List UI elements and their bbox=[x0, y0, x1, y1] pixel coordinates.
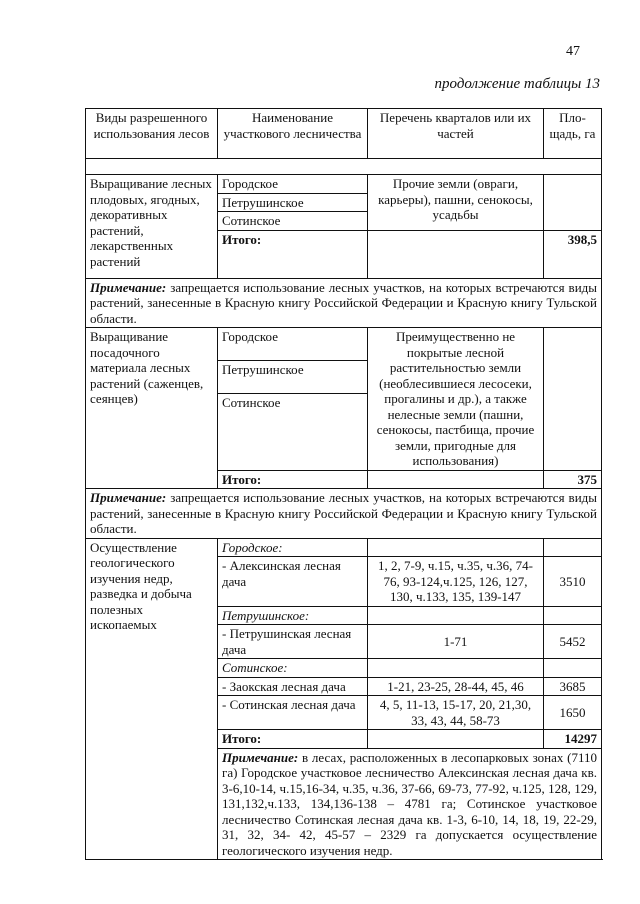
forestry-group-label: Городское: bbox=[218, 538, 368, 557]
quarters-cell: 1-71 bbox=[368, 625, 544, 659]
note-cell bbox=[86, 489, 602, 539]
note-label: Примечание: bbox=[90, 490, 167, 505]
header-forestry-name: Наименование участкового лесничества bbox=[218, 109, 368, 159]
note-label: Примечание: bbox=[222, 749, 299, 765]
table-row bbox=[86, 175, 602, 194]
dacha-name: - Сотинская лесная дача bbox=[218, 696, 368, 730]
quarters-cell: 1, 2, 7-9, ч.15, ч.35, ч.36, 74-76, 93-124,ч.125, 126, 127, 130, ч.133, 135, 139-147 bbox=[368, 557, 544, 607]
note-label: Примечание: bbox=[90, 279, 167, 295]
quarters-cell: 4, 5, 11-13, 15-17, 20, 21,30, 33, 43, 44, 58-73 bbox=[368, 696, 544, 730]
quarters-cell: 1-21, 23-25, 28-44, 45, 46 bbox=[368, 677, 544, 696]
area-cell bbox=[544, 659, 602, 678]
header-area: Пло-щадь, га bbox=[544, 109, 602, 159]
use-type-cell: Выращивание лесных плодовых, ягодных, декоративных растений, лекарственных растений bbox=[86, 175, 218, 279]
land-use-table bbox=[85, 108, 602, 860]
use-type-cell: Осуществление геологического изучения недр, разведка и добыча полезных ископаемых bbox=[86, 538, 218, 860]
note-text: запрещается использование лесных участков, на которых встречаются виды растений, занесенные в Красную книгу Российской Федерации и Красную книгу Тульской области. bbox=[90, 490, 597, 536]
total-value: 375 bbox=[544, 470, 602, 489]
forestry-cell: Городское bbox=[218, 175, 368, 194]
note-cell bbox=[86, 278, 602, 328]
note-text: запрещается использование лесных участков, на которых встречаются виды растений, занесенные в Красную книгу Российской Федерации и Красную книгу Тульской области. bbox=[90, 279, 597, 326]
total-label: Итого: bbox=[218, 230, 368, 278]
total-label: Итого: bbox=[218, 730, 368, 749]
forestry-group-label: Сотинское: bbox=[218, 659, 368, 678]
table-row bbox=[86, 328, 602, 361]
total-value: 398,5 bbox=[544, 230, 602, 278]
total-label: Итого: bbox=[218, 470, 368, 489]
forestry-cell: Сотинское bbox=[218, 393, 368, 470]
forestry-cell: Петрушинское bbox=[218, 360, 368, 393]
area-cell: 1650 bbox=[544, 696, 602, 730]
dacha-name: - Заокская лесная дача bbox=[218, 677, 368, 696]
forestry-cell: Сотинское bbox=[218, 212, 368, 231]
quarters-cell bbox=[368, 606, 544, 625]
area-cell: 3510 bbox=[544, 557, 602, 607]
quarters-cell: Преимущественно не покрытые лесной растительностью земли (необлесившиеся лесосеки, прогалины и др.), а также нелесные земли (пашни, сенокосы, пастбища, прочие земли, пригодные для использования) bbox=[368, 328, 544, 471]
area-cell: 5452 bbox=[544, 625, 602, 659]
table-caption: продолжение таблицы 13 bbox=[434, 76, 600, 92]
forestry-group-label: Петрушинское: bbox=[218, 606, 368, 625]
table-row bbox=[86, 538, 602, 557]
area-cell: 3685 bbox=[544, 677, 602, 696]
page-number: 47 bbox=[566, 44, 580, 59]
total-value: 14297 bbox=[544, 730, 602, 749]
quarters-cell bbox=[368, 538, 544, 557]
note-text: в лесах, расположенных в лесопарковых зонах (7110 га) Городское участковое лесничество Алексинская лесная дача кв. 3-6,10-14, ч.15,16-34, ч.35, ч.36, 37-66, 69-73, 77-92, ч.125, 128, 129, 131,132,ч.133, 134,136-138 – 4781 га; Сотинское участковое лесничество Сотинская лесная дача кв. 1-3, 6-10, 14, 18, 19, 22-29, 31, 32, 34- 42, 45-57 – 2329 га допускается осуществление геологического изучения недр. bbox=[222, 749, 597, 858]
note-cell bbox=[218, 748, 602, 860]
area-cell bbox=[544, 538, 602, 557]
quarters-cell bbox=[368, 659, 544, 678]
dacha-name: - Петрушинская лесная дача bbox=[218, 625, 368, 659]
header-row bbox=[86, 109, 602, 159]
note-row bbox=[86, 278, 602, 328]
area-cell bbox=[544, 175, 602, 231]
dacha-name: - Алексинская лесная дача bbox=[218, 557, 368, 607]
total-empty bbox=[368, 470, 544, 489]
quarters-cell: Прочие земли (овраги, карьеры), пашни, сенокосы, усадьбы bbox=[368, 175, 544, 231]
forestry-cell: Городское bbox=[218, 328, 368, 361]
total-empty bbox=[368, 730, 544, 749]
use-type-cell: Выращивание посадочного материала лесных растений (саженцев, сеянцев) bbox=[86, 328, 218, 489]
total-empty bbox=[368, 230, 544, 278]
header-use-types: Виды разрешенного использования лесов bbox=[86, 109, 218, 159]
header-quarters: Перечень кварталов или их частей bbox=[368, 109, 544, 159]
spacer-row bbox=[86, 159, 602, 175]
note-row bbox=[86, 489, 602, 539]
area-cell bbox=[544, 328, 602, 471]
forestry-cell: Петрушинское bbox=[218, 193, 368, 212]
area-cell bbox=[544, 606, 602, 625]
